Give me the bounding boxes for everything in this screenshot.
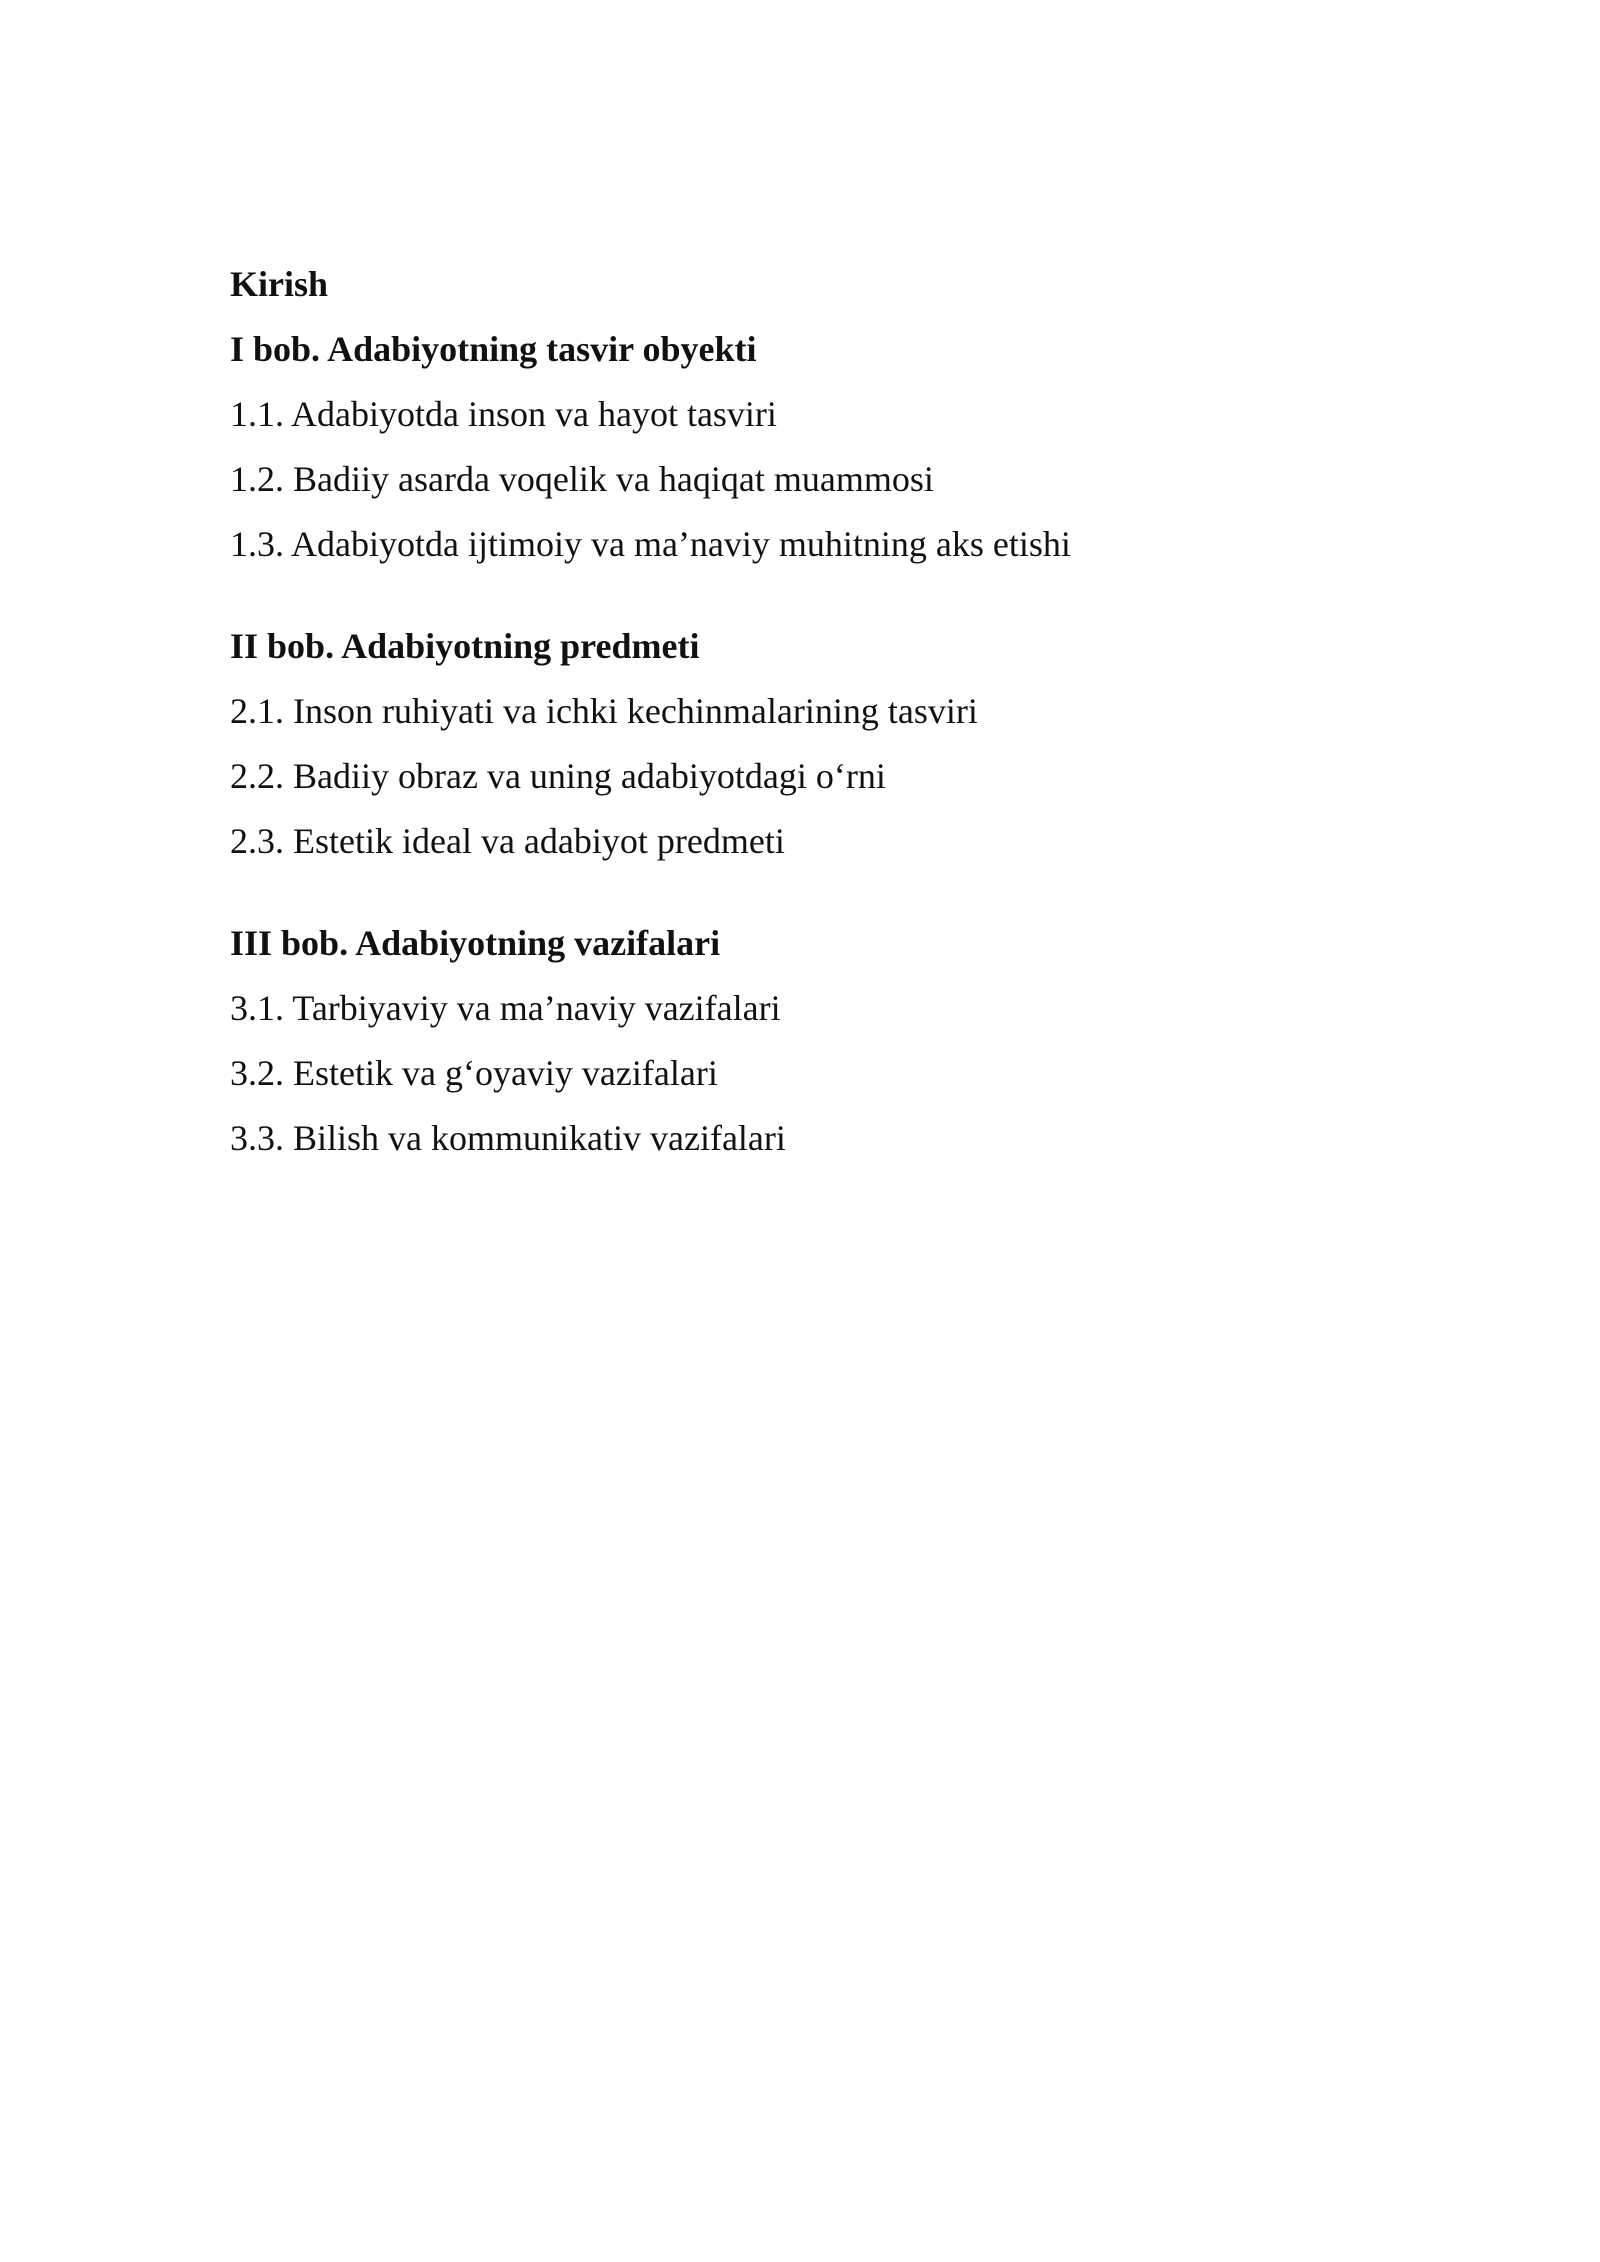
section-1-3: 1.3. Adabiyotda ijtimoiy va ma’naviy muhitning aks etishi <box>230 524 1071 564</box>
toc-intro-heading: Kirish <box>230 264 329 304</box>
chapter-3-title: III bob. Adabiyotning vazifalari <box>230 923 721 963</box>
chapter-1-title: I bob. Adabiyotning tasvir obyekti <box>230 329 757 369</box>
section-2-3: 2.3. Estetik ideal va adabiyot predmeti <box>230 821 785 861</box>
section-1-2: 1.2. Badiiy asarda voqelik va haqiqat muammosi <box>230 459 934 499</box>
section-3-1: 3.1. Tarbiyaviy va ma’naviy vazifalari <box>230 988 781 1028</box>
section-2-2: 2.2. Badiiy obraz va uning adabiyotdagi o‘rni <box>230 756 886 796</box>
section-3-2: 3.2. Estetik va g‘oyaviy vazifalari <box>230 1053 718 1093</box>
chapter-2-title: II bob. Adabiyotning predmeti <box>230 626 700 666</box>
section-2-1: 2.1. Inson ruhiyati va ichki kechinmalarining tasviri <box>230 691 978 731</box>
section-3-3: 3.3. Bilish va kommunikativ vazifalari <box>230 1118 786 1158</box>
section-1-1: 1.1. Adabiyotda inson va hayot tasviri <box>230 394 777 434</box>
table-of-contents <box>230 252 1430 1171</box>
